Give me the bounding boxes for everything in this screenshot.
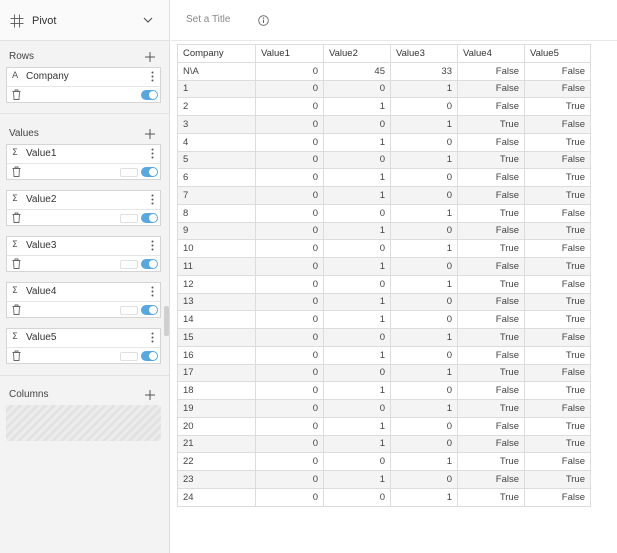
- column-header[interactable]: Value3: [391, 45, 458, 63]
- section-divider: [0, 113, 169, 114]
- table-cell[interactable]: True: [458, 240, 525, 258]
- chevron-down-icon[interactable]: [143, 16, 153, 24]
- table-cell[interactable]: True: [525, 98, 591, 116]
- table-cell[interactable]: 0: [256, 116, 324, 134]
- table-cell[interactable]: True: [458, 364, 525, 382]
- column-header[interactable]: Value4: [458, 45, 525, 63]
- row-header-cell[interactable]: 22: [178, 453, 256, 471]
- table-cell[interactable]: 1: [391, 364, 458, 382]
- table-cell[interactable]: 0: [256, 382, 324, 400]
- value-field-value4[interactable]: [6, 282, 161, 318]
- table-row: [178, 293, 591, 311]
- value-field-value3[interactable]: [6, 236, 161, 272]
- table-cell[interactable]: 0: [256, 187, 324, 205]
- row-header-cell[interactable]: 17: [178, 364, 256, 382]
- row-header-cell[interactable]: 14: [178, 311, 256, 329]
- table-cell[interactable]: 45: [324, 62, 391, 80]
- sigma-icon: Σ: [12, 148, 18, 158]
- table-cell[interactable]: 0: [391, 311, 458, 329]
- field-toggle[interactable]: [141, 167, 158, 177]
- table-cell[interactable]: 1: [324, 346, 391, 364]
- table-cell[interactable]: False: [525, 116, 591, 134]
- table-cell[interactable]: 0: [391, 471, 458, 489]
- table-cell[interactable]: 0: [256, 311, 324, 329]
- format-box[interactable]: [120, 168, 138, 177]
- table-cell[interactable]: 0: [256, 258, 324, 276]
- table-cell[interactable]: False: [458, 222, 525, 240]
- row-header-cell[interactable]: 10: [178, 240, 256, 258]
- table-cell[interactable]: 0: [391, 417, 458, 435]
- table-cell[interactable]: True: [458, 275, 525, 293]
- value-field-label: Value4: [26, 286, 57, 297]
- table-cell[interactable]: 1: [391, 275, 458, 293]
- column-header[interactable]: Company: [178, 45, 256, 63]
- table-cell[interactable]: 1: [324, 417, 391, 435]
- table-cell[interactable]: 0: [324, 204, 391, 222]
- table-cell[interactable]: 1: [324, 98, 391, 116]
- value-field-header: [7, 191, 160, 210]
- table-cell[interactable]: 1: [324, 133, 391, 151]
- pivot-table: [177, 44, 591, 507]
- row-header-cell[interactable]: 7: [178, 187, 256, 205]
- row-header-cell[interactable]: 23: [178, 471, 256, 489]
- value-field-label: Value3: [26, 240, 57, 251]
- table-cell[interactable]: True: [458, 488, 525, 506]
- table-cell[interactable]: 0: [324, 275, 391, 293]
- table-cell[interactable]: True: [525, 258, 591, 276]
- table-row: [178, 62, 591, 80]
- table-row: [178, 151, 591, 169]
- table-cell[interactable]: True: [525, 417, 591, 435]
- trash-icon[interactable]: [12, 89, 21, 100]
- table-cell[interactable]: True: [525, 311, 591, 329]
- value-field-label: Value1: [26, 148, 57, 159]
- table-row: [178, 417, 591, 435]
- table-cell[interactable]: 0: [256, 364, 324, 382]
- table-cell[interactable]: True: [525, 187, 591, 205]
- table-cell[interactable]: 33: [391, 62, 458, 80]
- value-field-value2[interactable]: [6, 190, 161, 226]
- table-cell[interactable]: 0: [391, 382, 458, 400]
- table-cell[interactable]: 0: [256, 240, 324, 258]
- table-cell[interactable]: 0: [391, 258, 458, 276]
- table-cell[interactable]: 0: [256, 329, 324, 347]
- table-cell[interactable]: False: [525, 329, 591, 347]
- table-cell[interactable]: 0: [324, 151, 391, 169]
- section-divider: [0, 375, 169, 376]
- table-cell[interactable]: 0: [324, 488, 391, 506]
- value-field-label: Value2: [26, 194, 57, 205]
- table-row: [178, 453, 591, 471]
- table-cell[interactable]: 0: [256, 204, 324, 222]
- table-cell[interactable]: 1: [391, 329, 458, 347]
- row-header-cell[interactable]: 18: [178, 382, 256, 400]
- table-row: [178, 311, 591, 329]
- row-field-header: [7, 68, 160, 87]
- value-field-value5[interactable]: [6, 328, 161, 364]
- table-row: [178, 275, 591, 293]
- row-header-cell[interactable]: 20: [178, 417, 256, 435]
- table-cell[interactable]: 0: [391, 435, 458, 453]
- value-field-header: [7, 145, 160, 164]
- table-cell[interactable]: False: [525, 453, 591, 471]
- add-row-plus-icon[interactable]: [145, 52, 155, 62]
- table-cell[interactable]: 1: [391, 488, 458, 506]
- panel-scrollbar[interactable]: [164, 306, 169, 336]
- table-cell[interactable]: False: [525, 364, 591, 382]
- rows-label: Rows: [9, 51, 35, 62]
- table-cell[interactable]: 0: [256, 417, 324, 435]
- table-cell[interactable]: False: [458, 382, 525, 400]
- table-cell[interactable]: False: [525, 240, 591, 258]
- table-cell[interactable]: 1: [324, 293, 391, 311]
- table-cell[interactable]: False: [458, 133, 525, 151]
- table-cell[interactable]: 0: [256, 400, 324, 418]
- table-cell[interactable]: True: [458, 453, 525, 471]
- field-toggle[interactable]: [141, 351, 158, 361]
- table-cell[interactable]: False: [525, 62, 591, 80]
- table-cell[interactable]: False: [458, 98, 525, 116]
- table-cell[interactable]: True: [525, 169, 591, 187]
- kebab-menu-icon[interactable]: [151, 240, 154, 251]
- row-header-cell[interactable]: 21: [178, 435, 256, 453]
- table-row: [178, 471, 591, 489]
- table-cell[interactable]: True: [458, 151, 525, 169]
- table-cell[interactable]: True: [458, 400, 525, 418]
- table-row: [178, 169, 591, 187]
- format-box[interactable]: [120, 260, 138, 269]
- table-cell[interactable]: 1: [391, 80, 458, 98]
- table-cell[interactable]: False: [525, 204, 591, 222]
- table-cell[interactable]: 0: [324, 80, 391, 98]
- field-toggle[interactable]: [141, 90, 158, 100]
- row-header-cell[interactable]: 16: [178, 346, 256, 364]
- table-cell[interactable]: 0: [256, 62, 324, 80]
- row-header-cell[interactable]: 24: [178, 488, 256, 506]
- table-cell[interactable]: 0: [256, 169, 324, 187]
- table-cell[interactable]: 0: [256, 346, 324, 364]
- table-cell[interactable]: False: [458, 435, 525, 453]
- table-row: [178, 133, 591, 151]
- table-cell[interactable]: 1: [324, 169, 391, 187]
- table-cell[interactable]: 0: [391, 293, 458, 311]
- format-box[interactable]: [120, 352, 138, 361]
- table-cell[interactable]: 0: [256, 222, 324, 240]
- info-icon[interactable]: [258, 15, 269, 26]
- table-row: [178, 258, 591, 276]
- table-cell[interactable]: 0: [256, 453, 324, 471]
- row-header-cell[interactable]: 12: [178, 275, 256, 293]
- sigma-icon: Σ: [12, 194, 18, 204]
- table-cell[interactable]: 0: [324, 364, 391, 382]
- format-box[interactable]: [120, 214, 138, 223]
- row-header-cell[interactable]: 5: [178, 151, 256, 169]
- table-cell[interactable]: True: [525, 346, 591, 364]
- table-cell[interactable]: False: [458, 258, 525, 276]
- sigma-icon: Σ: [12, 286, 18, 296]
- row-header-cell[interactable]: 4: [178, 133, 256, 151]
- kebab-menu-icon[interactable]: [151, 194, 154, 205]
- table-cell[interactable]: False: [525, 400, 591, 418]
- table-cell[interactable]: False: [525, 488, 591, 506]
- table-cell[interactable]: False: [458, 293, 525, 311]
- table-cell[interactable]: True: [525, 471, 591, 489]
- table-row: [178, 488, 591, 506]
- table-cell[interactable]: 1: [391, 453, 458, 471]
- table-cell[interactable]: False: [458, 311, 525, 329]
- table-row: [178, 116, 591, 134]
- table-row: [178, 80, 591, 98]
- table-cell[interactable]: 0: [256, 435, 324, 453]
- add-value-plus-icon[interactable]: [145, 129, 155, 139]
- table-cell[interactable]: False: [525, 275, 591, 293]
- table-row: [178, 382, 591, 400]
- table-cell[interactable]: False: [525, 151, 591, 169]
- kebab-menu-icon[interactable]: [151, 148, 154, 159]
- kebab-menu-icon[interactable]: [151, 71, 154, 82]
- column-header[interactable]: Value2: [324, 45, 391, 63]
- value-field-label: Value5: [26, 332, 57, 343]
- table-cell[interactable]: 0: [391, 133, 458, 151]
- table-cell[interactable]: 1: [391, 204, 458, 222]
- table-cell[interactable]: True: [525, 293, 591, 311]
- format-box[interactable]: [120, 306, 138, 315]
- table-cell[interactable]: False: [458, 417, 525, 435]
- table-cell[interactable]: True: [525, 435, 591, 453]
- table-cell[interactable]: False: [458, 62, 525, 80]
- table-cell[interactable]: 0: [256, 133, 324, 151]
- column-header[interactable]: Value5: [525, 45, 591, 63]
- table-cell[interactable]: 0: [256, 98, 324, 116]
- table-row: [178, 329, 591, 347]
- values-label: Values: [9, 128, 39, 139]
- table-row: [178, 240, 591, 258]
- table-row: [178, 435, 591, 453]
- table-cell[interactable]: 0: [256, 275, 324, 293]
- table-cell[interactable]: 1: [391, 400, 458, 418]
- table-cell[interactable]: 1: [324, 382, 391, 400]
- field-toggle[interactable]: [141, 259, 158, 269]
- table-cell[interactable]: 0: [391, 222, 458, 240]
- table-cell[interactable]: 1: [324, 435, 391, 453]
- columns-drop-zone[interactable]: [6, 405, 161, 441]
- table-row: [178, 204, 591, 222]
- row-field-company[interactable]: [6, 67, 161, 103]
- table-cell[interactable]: 0: [256, 471, 324, 489]
- table-row: [178, 364, 591, 382]
- row-header-cell[interactable]: 2: [178, 98, 256, 116]
- value-field-header: [7, 329, 160, 348]
- table-cell[interactable]: 0: [256, 151, 324, 169]
- row-header-cell[interactable]: 11: [178, 258, 256, 276]
- row-field-label: Company: [26, 71, 69, 82]
- sigma-icon: Σ: [12, 240, 18, 250]
- table-cell[interactable]: False: [458, 169, 525, 187]
- table-cell[interactable]: True: [458, 329, 525, 347]
- table-cell[interactable]: 0: [391, 346, 458, 364]
- table-cell[interactable]: 0: [256, 80, 324, 98]
- table-row: [178, 98, 591, 116]
- table-cell[interactable]: False: [458, 187, 525, 205]
- value-field-header: [7, 283, 160, 302]
- row-header-cell[interactable]: 6: [178, 169, 256, 187]
- table-cell[interactable]: 0: [256, 488, 324, 506]
- value-field-value1[interactable]: [6, 144, 161, 180]
- value-field-header: [7, 237, 160, 256]
- table-cell[interactable]: True: [458, 116, 525, 134]
- table-row: [178, 222, 591, 240]
- table-cell[interactable]: False: [525, 80, 591, 98]
- table-cell[interactable]: True: [458, 204, 525, 222]
- row-header-cell[interactable]: 9: [178, 222, 256, 240]
- column-header[interactable]: Value1: [256, 45, 324, 63]
- field-toggle[interactable]: [141, 213, 158, 223]
- table-cell[interactable]: 0: [324, 329, 391, 347]
- table-cell[interactable]: 0: [391, 187, 458, 205]
- row-header-cell[interactable]: 1: [178, 80, 256, 98]
- row-header-cell[interactable]: 13: [178, 293, 256, 311]
- table-cell[interactable]: True: [525, 382, 591, 400]
- table-cell[interactable]: 1: [324, 471, 391, 489]
- table-row: [178, 346, 591, 364]
- table-cell[interactable]: False: [458, 471, 525, 489]
- kebab-menu-icon[interactable]: [151, 286, 154, 297]
- trash-icon[interactable]: [12, 350, 21, 361]
- sigma-icon: Σ: [12, 332, 18, 342]
- row-header-cell[interactable]: N\A: [178, 62, 256, 80]
- pivot-panel: [0, 0, 170, 553]
- table-cell[interactable]: 1: [324, 187, 391, 205]
- table-cell[interactable]: False: [458, 346, 525, 364]
- table-header-row: [178, 45, 591, 63]
- table-cell[interactable]: 1: [391, 151, 458, 169]
- trash-icon[interactable]: [12, 258, 21, 269]
- table-cell[interactable]: 1: [324, 311, 391, 329]
- title-input[interactable]: Set a Title: [186, 14, 231, 25]
- row-header-cell[interactable]: 8: [178, 204, 256, 222]
- field-toggle[interactable]: [141, 305, 158, 315]
- table-row: [178, 400, 591, 418]
- add-column-plus-icon[interactable]: [145, 390, 155, 400]
- table-cell[interactable]: 0: [391, 169, 458, 187]
- table-cell[interactable]: 0: [324, 240, 391, 258]
- row-header-cell[interactable]: 3: [178, 116, 256, 134]
- pivot-panel-header[interactable]: [0, 0, 169, 41]
- table-cell[interactable]: True: [525, 222, 591, 240]
- table-cell[interactable]: 1: [324, 222, 391, 240]
- table-cell[interactable]: True: [525, 133, 591, 151]
- table-cell[interactable]: 1: [391, 240, 458, 258]
- columns-label: Columns: [9, 389, 49, 400]
- table-row: [178, 187, 591, 205]
- panel-title: Pivot: [32, 15, 57, 27]
- table-cell[interactable]: 0: [324, 400, 391, 418]
- text-type-icon: A: [12, 71, 19, 81]
- table-cell[interactable]: 0: [256, 293, 324, 311]
- table-cell[interactable]: 0: [391, 98, 458, 116]
- table-cell[interactable]: 1: [324, 258, 391, 276]
- kebab-menu-icon[interactable]: [151, 332, 154, 343]
- row-header-cell[interactable]: 19: [178, 400, 256, 418]
- visualization-header: [171, 0, 617, 41]
- row-header-cell[interactable]: 15: [178, 329, 256, 347]
- table-cell[interactable]: 1: [391, 116, 458, 134]
- trash-icon[interactable]: [12, 212, 21, 223]
- table-cell[interactable]: 0: [324, 116, 391, 134]
- table-cell[interactable]: 0: [324, 453, 391, 471]
- table-cell[interactable]: False: [458, 80, 525, 98]
- trash-icon[interactable]: [12, 166, 21, 177]
- trash-icon[interactable]: [12, 304, 21, 315]
- grid-icon: [10, 14, 24, 28]
